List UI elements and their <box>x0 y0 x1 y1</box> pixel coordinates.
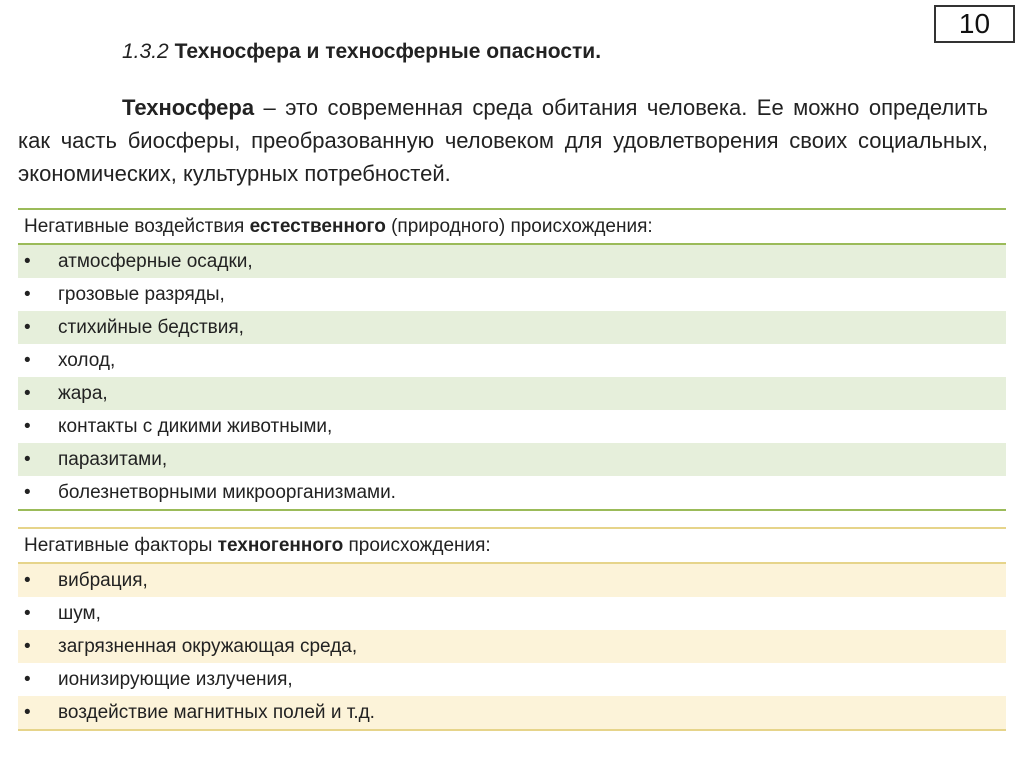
list-item: шум, <box>58 602 101 624</box>
bullet: • <box>24 569 31 591</box>
table-row <box>18 443 1006 476</box>
section-title: Техносфера и техносферные опасности. <box>174 40 602 63</box>
table-row <box>18 377 1006 410</box>
list-item: холод, <box>58 349 116 371</box>
list-item: болезнетворными микроорганизмами. <box>58 481 396 503</box>
list-item: жара, <box>58 382 108 404</box>
bullet: • <box>24 349 31 371</box>
table-header-row <box>18 209 1006 244</box>
list-item: вибрация, <box>58 569 148 591</box>
bullet: • <box>24 701 31 723</box>
table-row <box>18 696 1006 730</box>
table-row <box>18 311 1006 344</box>
bullet: • <box>24 250 31 272</box>
list-item: ионизирующие излучения, <box>58 668 293 690</box>
header-bold: техногенного <box>217 534 344 556</box>
techno-factors-table <box>18 527 1006 731</box>
table-row <box>18 563 1006 597</box>
natural-factors-table <box>18 208 1006 511</box>
natural-table-header <box>18 209 1006 244</box>
techno-table-header <box>18 528 1006 563</box>
list-item: атмосферные осадки, <box>58 250 253 272</box>
bullet: • <box>24 668 31 690</box>
header-prefix: Негативные факторы <box>24 534 218 556</box>
list-item: грозовые разряды, <box>58 283 225 305</box>
table-row <box>18 597 1006 630</box>
table-row <box>18 410 1006 443</box>
header-bold: естественного <box>249 215 386 237</box>
list-item: воздействие магнитных полей и т.д. <box>58 701 375 723</box>
header-suffix: происхождения: <box>343 534 491 556</box>
table-row <box>18 344 1006 377</box>
bullet: • <box>24 481 31 503</box>
bullet: • <box>24 448 31 470</box>
section-number: 1.3.2 <box>122 40 169 63</box>
table-row <box>18 244 1006 278</box>
definition-term: Техносфера <box>122 95 255 120</box>
list-item: паразитами, <box>58 448 168 470</box>
bullet: • <box>24 316 31 338</box>
bullet: • <box>24 635 31 657</box>
page-number: 10 <box>934 5 1015 43</box>
header-prefix: Негативные воздействия <box>24 215 250 237</box>
table-row <box>18 476 1006 510</box>
list-item: контакты с дикими животными, <box>58 415 333 437</box>
bullet: • <box>24 602 31 624</box>
table-row <box>18 278 1006 311</box>
header-suffix: (природного) происхождения: <box>385 215 653 237</box>
table-header-row <box>18 528 1006 563</box>
table-row <box>18 663 1006 696</box>
bullet: • <box>24 283 31 305</box>
list-item: стихийные бедствия, <box>58 316 244 338</box>
section-heading <box>122 40 601 64</box>
bullet: • <box>24 415 31 437</box>
definition-text: – это современная среда обитания человека. Ее можно определить как часть биосферы, преобразованную человеком для удовлетворения своих социальных, экономических, культурных потребностей. <box>18 95 988 186</box>
table-row <box>18 630 1006 663</box>
list-item: загрязненная окружающая среда, <box>58 635 358 657</box>
definition-paragraph <box>18 91 988 190</box>
bullet: • <box>24 382 31 404</box>
